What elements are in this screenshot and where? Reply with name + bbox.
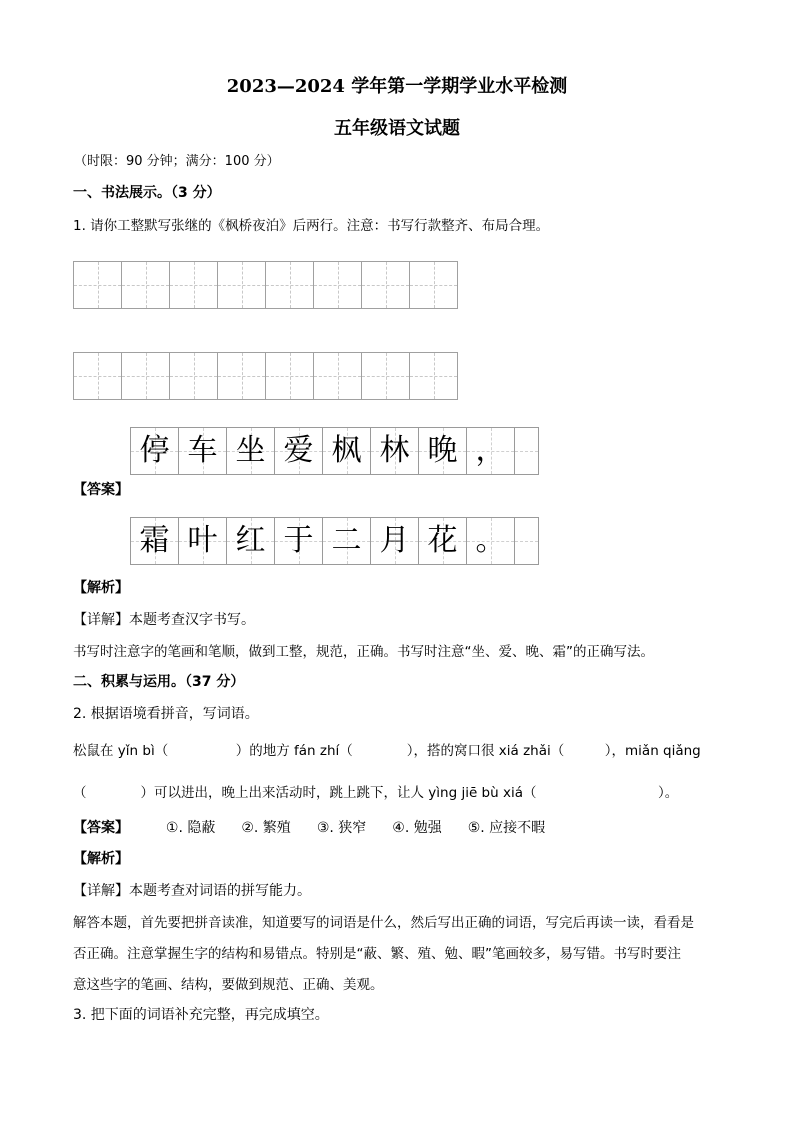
- answer-char: 月: [371, 517, 419, 565]
- exam-info: （时限：90 分钟；满分：100 分）: [74, 154, 280, 169]
- answer-char: 霜: [131, 517, 179, 565]
- answer-char: 叶: [179, 517, 227, 565]
- page-title: 2023—2024 学年第一学期学业水平检测: [226, 76, 568, 97]
- explanation-1: 书写时注意字的笔画和笔顺，做到工整，规范，正确。书写时注意“坐、爱、晚、霜”的正确写法。: [73, 644, 654, 660]
- answer-char: 爱: [275, 427, 323, 475]
- writing-grid-2[interactable]: [73, 352, 458, 400]
- answer-char: 二: [323, 517, 371, 565]
- answer-grid-line1: [130, 427, 539, 475]
- answer-char: 停: [131, 427, 179, 475]
- question-2: 2. 根据语境看拼音，写词语。: [73, 706, 259, 722]
- detail-2: 【详解】本题考查对词语的拼写能力。: [73, 883, 311, 899]
- question-2-line2: （ ）可以进出，晚上出来活动时，跳上跳下，让人 yìng jiē bù xiá（ ）。: [73, 785, 679, 801]
- answer-char: 花: [419, 517, 467, 565]
- writing-grid-1[interactable]: [73, 261, 458, 309]
- answer-char: 车: [179, 427, 227, 475]
- question-2-line1: 松鼠在 yǐn bì（ ）的地方 fán zhí（ ），搭的窝口很 xiá zhǎi（ ），miǎn qiǎng: [73, 743, 701, 759]
- question-3: 3. 把下面的词语补充完整，再完成填空。: [73, 1007, 329, 1023]
- explanation-2-line3: 意这些字的笔画、结构，要做到规范、正确、美观。: [73, 977, 384, 993]
- answer-item: ②. 繁殖: [241, 820, 291, 836]
- answer-item: ⑤. 应接不暇: [467, 820, 546, 836]
- answer-char: 于: [275, 517, 323, 565]
- answer-char: 坐: [227, 427, 275, 475]
- answer-label-2: 【答案】: [73, 820, 129, 836]
- section1-heading: 一、书法展示。（3 分）: [73, 185, 221, 201]
- answer-item: ③. 狭窄: [316, 820, 367, 836]
- answer-grid-line2: [130, 517, 539, 565]
- question-1: 1. 请你工整默写张继的《枫桥夜泊》后两行。注意：书写行款整齐、布局合理。: [73, 218, 550, 234]
- page-subtitle: 五年级语文试题: [334, 118, 460, 139]
- section2-heading: 二、积累与运用。（37 分）: [73, 674, 245, 690]
- answer-item: ④. 勉强: [392, 820, 442, 836]
- answer-char: 枫: [323, 427, 371, 475]
- answer-char: ，: [467, 427, 515, 475]
- answer-char: 红: [227, 517, 275, 565]
- analysis-label-1: 【解析】: [73, 580, 129, 596]
- answer-char: 。: [467, 517, 515, 565]
- explanation-2-line1: 解答本题，首先要把拼音读准，知道要写的词语是什么，然后写出正确的词语，写完后再读一读，看看是: [73, 915, 694, 931]
- answer-label-1: 【答案】: [73, 482, 129, 498]
- answer-row-2: [73, 817, 545, 837]
- analysis-label-2: 【解析】: [73, 851, 129, 867]
- explanation-2-line2: 否正确。注意掌握生字的结构和易错点。特别是“蔽、繁、殖、勉、暇”笔画较多，易写错。书写时要注: [73, 946, 681, 962]
- detail-1: 【详解】本题考查汉字书写。: [73, 612, 255, 628]
- answer-item: ①. 隐蔽: [165, 820, 216, 836]
- answer-char: 晚: [419, 427, 467, 475]
- answer-char: 林: [371, 427, 419, 475]
